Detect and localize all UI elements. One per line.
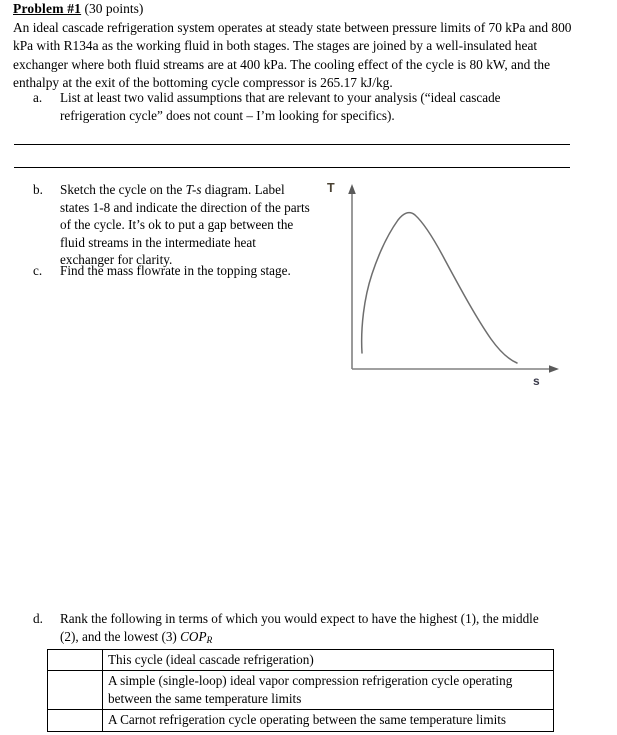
ranking-table-body xyxy=(48,650,554,732)
list-marker-a: a. xyxy=(33,90,43,105)
cycle-description-cell: A Carnot refrigeration cycle operating between the same temperature limits xyxy=(103,710,554,731)
rank-input-cell[interactable] xyxy=(48,671,103,710)
cycle-description-cell: This cycle (ideal cascade refrigeration) xyxy=(103,650,554,671)
x-axis-arrowhead xyxy=(549,365,559,373)
list-item-d-text-before: Rank the following in terms of which you would expect to have the highest (1), the middle (2), and the lowest (3) xyxy=(60,611,539,644)
y-axis-label: T xyxy=(327,181,335,195)
list-item-b-text-after: diagram. Label states 1-8 and indicate the direction of the parts of the cycle. It’s ok to put a gap between the fluid streams in the intermediate heat exchanger for clarity. xyxy=(60,182,310,268)
problem-statement: An ideal cascade refrigeration system operates at steady state between pressure limits of 70 kPa and 800 kPa with R134a as the working fluid in both stages. The stages are joined by a well-insulated heat exchanger where both fluid streams are at 400 kPa. The cooling effect of the cycle is 80 kW, and the enthalpy at the exit of the bottoming cycle compressor is 265.17 kJ/kg. xyxy=(13,20,572,90)
list-item-a-text: List at least two valid assumptions that are relevant to your analysis (“ideal cascade refrigeration cycle” does not count – I’m looking for specifics). xyxy=(60,90,501,123)
x-axis-label: s xyxy=(533,374,540,388)
list-item-b-text-before: Sketch the cycle on the xyxy=(60,182,186,197)
rank-input-cell[interactable] xyxy=(48,710,103,731)
cop-label: COP xyxy=(180,628,207,644)
list-item-d-text xyxy=(60,610,553,650)
ts-diagram xyxy=(325,178,570,393)
table-row xyxy=(48,710,554,731)
table-row xyxy=(48,650,554,671)
problem-points: (30 points) xyxy=(81,1,144,16)
y-axis-arrowhead xyxy=(348,184,356,194)
page-title xyxy=(13,1,143,17)
list-marker-b: b. xyxy=(33,182,43,197)
list-item-d xyxy=(33,610,553,650)
ts-term: T-s xyxy=(185,182,202,197)
list-item-b-text xyxy=(60,181,313,269)
table-row xyxy=(48,671,554,710)
cop-subscript: R xyxy=(206,635,213,646)
cop-term xyxy=(180,629,212,644)
answer-line-2 xyxy=(14,167,570,168)
vapor-dome-curve xyxy=(362,213,517,363)
rank-input-cell[interactable] xyxy=(48,650,103,671)
list-item-c xyxy=(33,262,323,280)
list-marker-d: d. xyxy=(33,611,43,626)
ranking-table xyxy=(47,649,554,732)
cycle-description-cell: A simple (single-loop) ideal vapor compression refrigeration cycle operating between the same temperature limits xyxy=(103,671,554,710)
list-marker-c: c. xyxy=(33,263,43,278)
list-item-c-text: Find the mass flowrate in the topping stage. xyxy=(60,263,291,278)
list-item-b xyxy=(33,181,313,269)
list-item-a xyxy=(33,89,553,124)
problem-title: Problem #1 xyxy=(13,1,82,16)
answer-line-1 xyxy=(14,144,570,145)
